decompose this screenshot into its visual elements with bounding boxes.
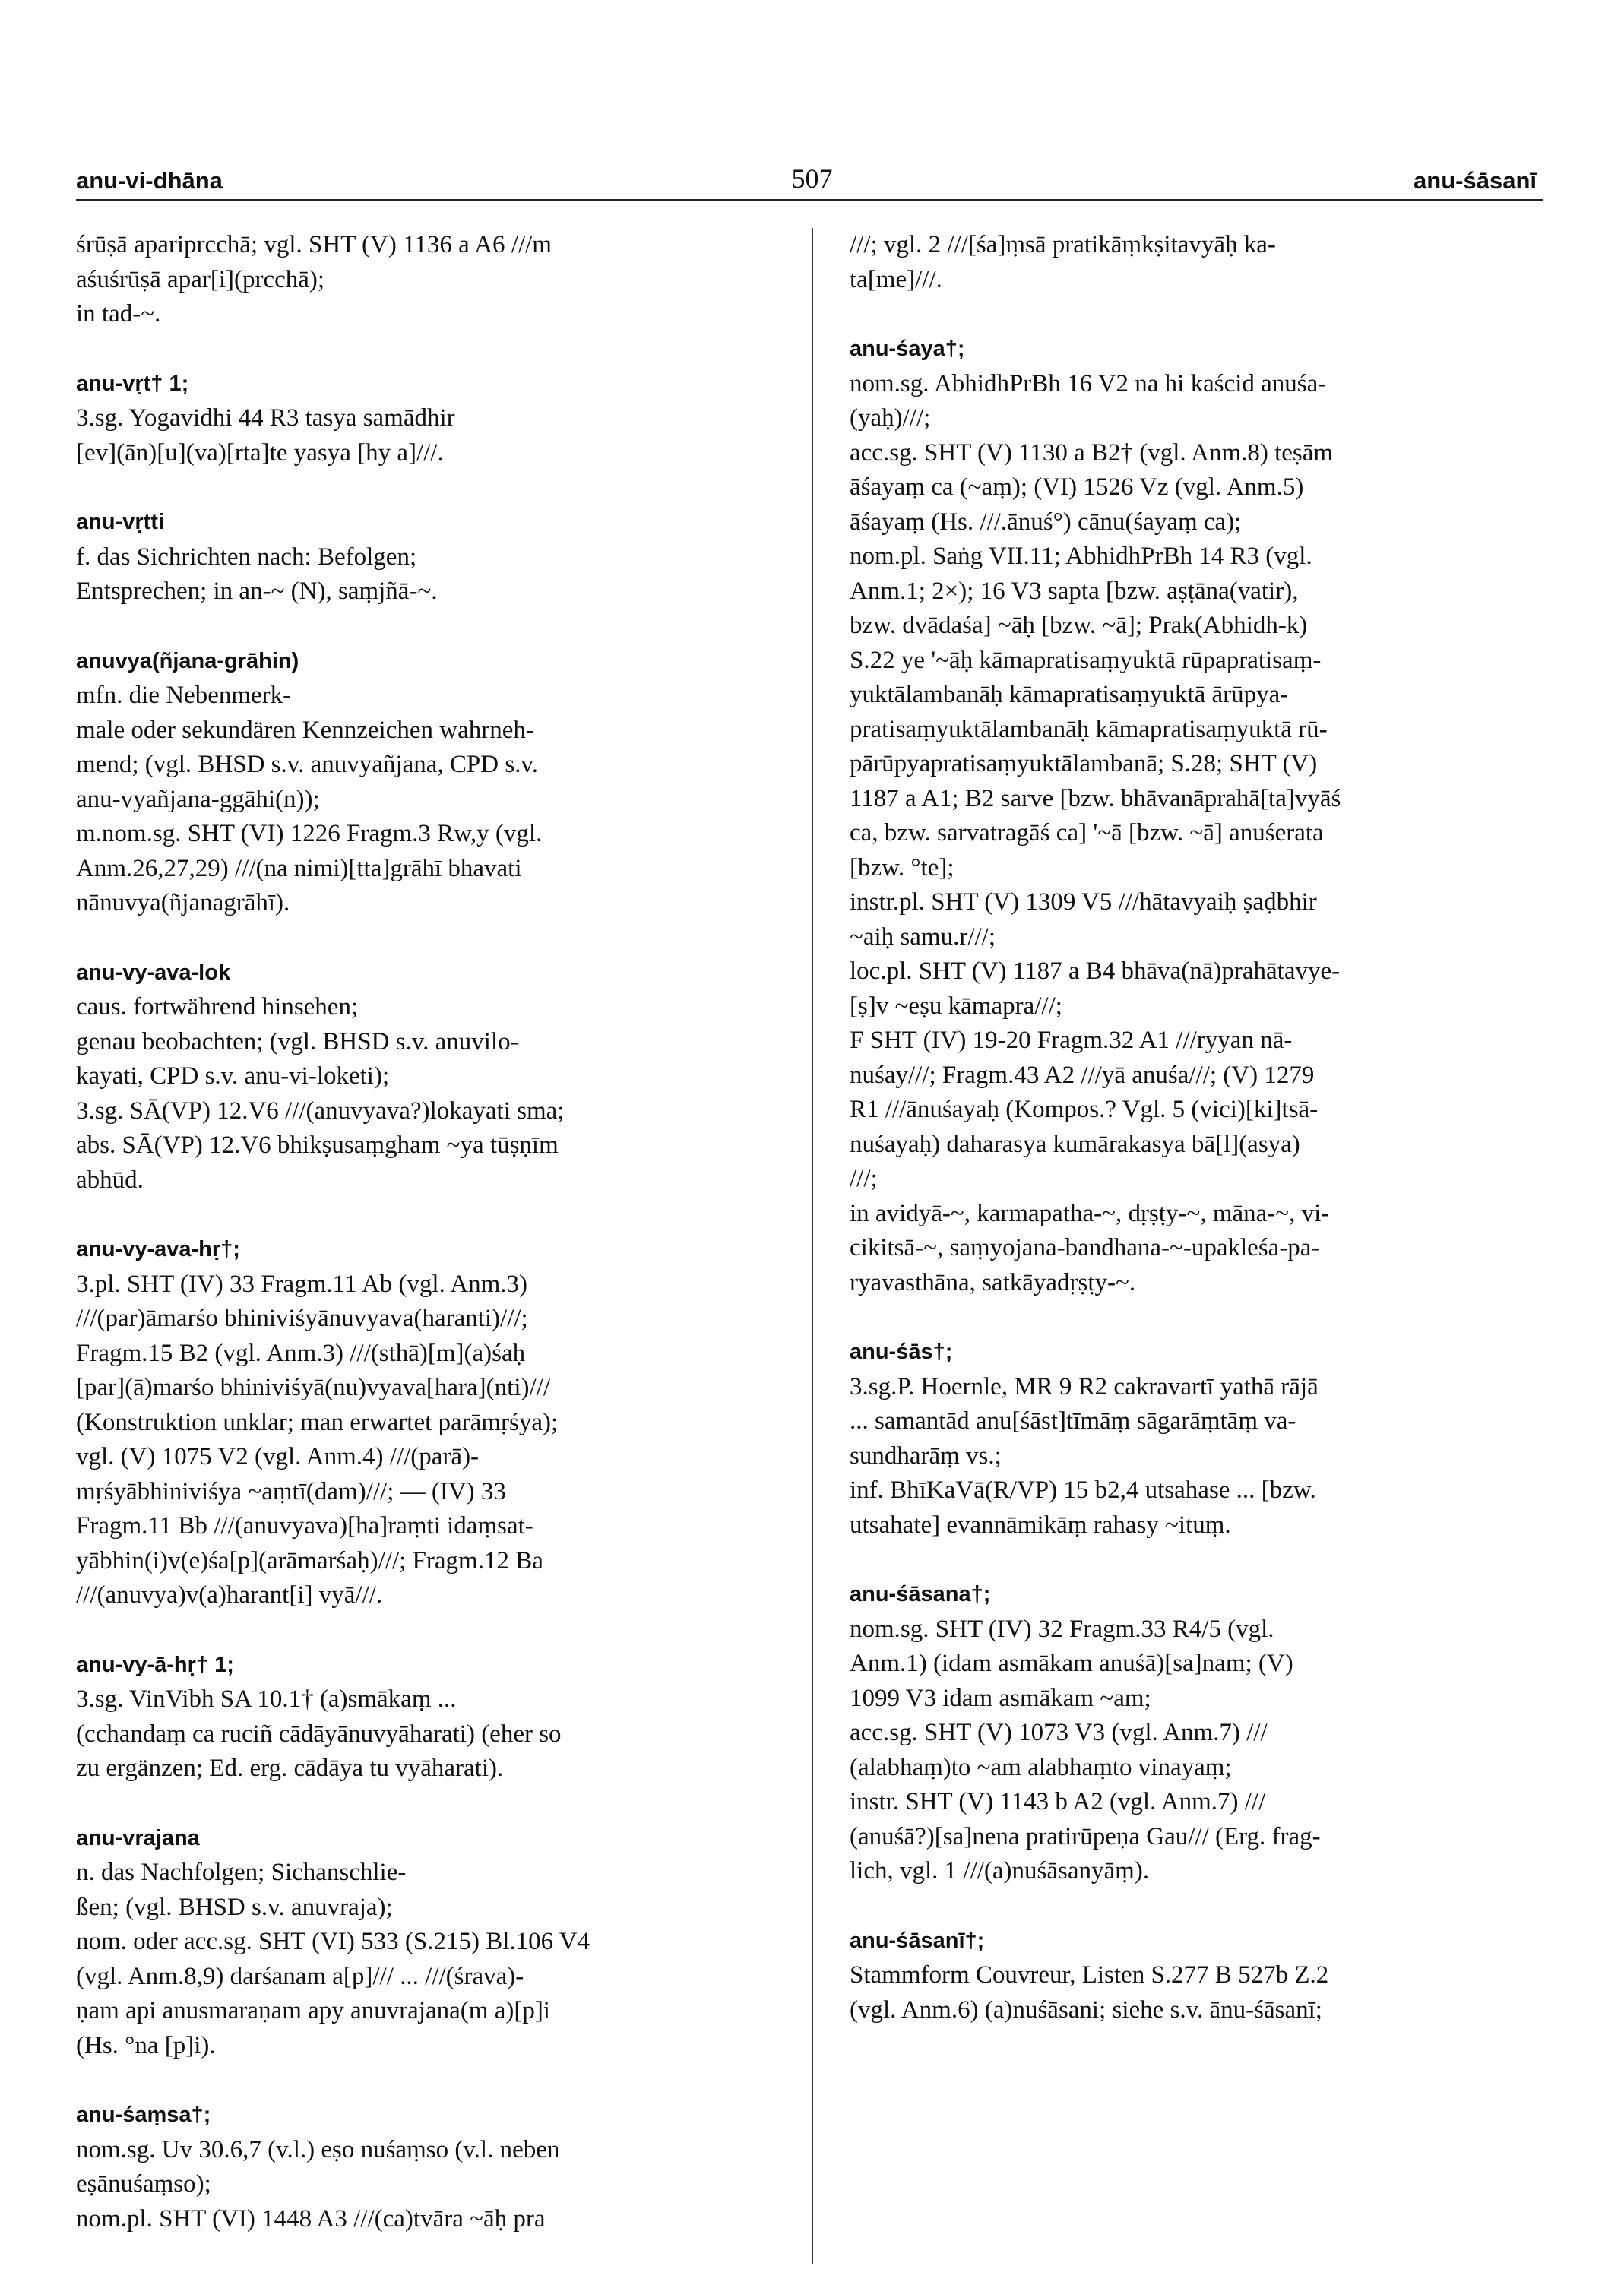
entry-line: vgl. (V) 1075 V2 (vgl. Anm.4) ///(parā)-: [76, 1443, 480, 1470]
entry-line: f. das Sichrichten nach: Befolgen;: [76, 543, 417, 571]
entry-line: nom.sg. SHT (IV) 32 Fragm.33 R4/5 (vgl.: [850, 1615, 1274, 1643]
entry-line: ta[me]///.: [850, 265, 942, 293]
entry-line: 3.sg. SĀ(VP) 12.V6 ///(anuvyava?)lokayati sma;: [76, 1097, 565, 1125]
entry-line: ~aiḥ samu.r///;: [850, 923, 996, 951]
entry-line: male oder sekundären Kennzeichen wahrneh-: [76, 716, 534, 744]
entry-line: ßen; (vgl. BHSD s.v. anuvraja);: [76, 1893, 393, 1921]
entry-line: ryavasthāna, satkāyadṛṣṭy-~.: [850, 1268, 1136, 1296]
entry-line: R1 ///ānuśayaḥ (Kompos.? Vgl. 5 (vici)[ki]tsā-: [850, 1096, 1319, 1123]
entry-line: zu ergänzen; Ed. erg. cādāya tu vyāharati).: [76, 1755, 504, 1782]
entry-headword: anuvya(ñjana-grāhin): [76, 648, 299, 673]
entry-line: ṇam api anusmaraṇam apy anuvrajana(m a)[p]i: [76, 1997, 550, 2024]
entry-line: instr.pl. SHT (V) 1309 V5 ///hātavyaiḥ ṣaḍbhir: [850, 888, 1317, 916]
entry-line: āśayaṃ (Hs. ///.ānuś°) cānu(śayaṃ ca);: [850, 508, 1242, 536]
entry-line: [par](ā)marśo bhiniviśyā(nu)vyava[hara](nti)///: [76, 1374, 550, 1401]
entry-line: nom.pl. SHT (VI) 1448 A3 ///(ca)tvāra ~āḥ pra: [76, 2204, 546, 2233]
dictionary-entry: [76, 1648, 760, 1787]
entry-line: (Konstruktion unklar; man erwartet parāmṛśya);: [76, 1408, 559, 1436]
entry-line: ///;: [850, 1165, 878, 1192]
entry-line: mṛśyābhiniviśya ~aṃtī(dam)///; — (IV) 33: [76, 1477, 506, 1505]
entry-line: anu-vyañjana-ggāhi(n));: [76, 785, 320, 813]
entry-line: (vgl. Anm.6) (a)nuśāsani; siehe s.v. ānu-śāsanī;: [850, 1995, 1322, 2024]
entry-line: śrūṣā apariprcchā; vgl. SHT (V) 1136 a A6 ///m: [76, 231, 552, 258]
entry-line: nuśay///; Fragm.43 A2 ///yā anuśa///; (V) 1279: [850, 1061, 1315, 1089]
left-column: [76, 228, 760, 2271]
entry-headword: anu-śaya†;: [850, 337, 965, 361]
entry-line: utsahate] evannāmikāṃ rahasy ~ituṃ.: [850, 1511, 1231, 1539]
entry-line: caus. fortwährend hinsehen;: [76, 993, 359, 1021]
entry-line: abs. SĀ(VP) 12.V6 bhikṣusaṃgham ~ya tūṣṇīm: [76, 1131, 559, 1159]
entry-line: āśayaṃ ca (~aṃ); (VI) 1526 Vz (vgl. Anm.5): [850, 473, 1304, 501]
entry-line: in tad-~.: [76, 300, 161, 328]
entry-line: Stammform Couvreur, Listen S.277 B 527b Z.2: [850, 1961, 1329, 1989]
entry-line: cikitsā-~, saṃyojana-bandhana-~-upakleśa-pa-: [850, 1234, 1320, 1261]
entry-line: lich, vgl. 1 ///(a)nuśāsanyāṃ).: [850, 1857, 1150, 1885]
entry-line: loc.pl. SHT (V) 1187 a B4 bhāva(nā)prahātavye-: [850, 957, 1341, 985]
entry-line: ... samantād anu[śāst]tīmāṃ sāgarāṃtāṃ va-: [850, 1407, 1296, 1435]
dictionary-entry: [850, 1924, 1541, 2028]
dictionary-entry: [76, 644, 760, 921]
entry-line: nom. oder acc.sg. SHT (VI) 533 (S.215) Bl.106 V4: [76, 1928, 590, 1955]
entry-line: acc.sg. SHT (V) 1130 a B2† (vgl. Anm.8) teṣām: [850, 438, 1334, 467]
entry-line: inf. BhīKaVā(R/VP) 15 b2,4 utsahase ... [bzw.: [850, 1476, 1316, 1504]
dictionary-entry: [850, 228, 1541, 297]
entry-line: [ṣ]v ~eṣu kāmapra///;: [850, 992, 1062, 1020]
entry-line: sundharāṃ vs.;: [850, 1442, 1002, 1470]
entry-line: (yaḥ)///;: [850, 404, 931, 432]
entry-line: Fragm.15 B2 (vgl. Anm.3) ///(sthā)[m](a)śaḥ: [76, 1339, 526, 1367]
entry-line: F SHT (IV) 19-20 Fragm.32 A1 ///ryyan nā-: [850, 1027, 1293, 1054]
entry-line: bzw. dvādaśa] ~āḥ [bzw. ~ā]; Prak(Abhidh-k): [850, 612, 1308, 639]
entry-line: (cchandaṃ ca ruciñ cādāyānuvyāharati) (eher so: [76, 1720, 562, 1748]
dictionary-entry: [850, 332, 1541, 1300]
entry-line: abhūd.: [76, 1166, 144, 1194]
entry-line: ///(par)āmarśo bhiniviśyānuvyava(haranti)///;: [76, 1305, 528, 1332]
entry-line: nom.pl. Saṅg VII.11; AbhidhPrBh 14 R3 (vgl.: [850, 543, 1312, 570]
entry-headword: anu-vṛtti: [76, 510, 164, 534]
entry-headword: anu-śāsanī†;: [850, 1928, 985, 1953]
entry-line: Anm.1; 2×); 16 V3 sapta [bzw. aṣṭāna(vatir),: [850, 577, 1299, 605]
entry-line: Anm.26,27,29) ///(na nimi)[tta]grāhī bhavati: [76, 854, 522, 882]
dictionary-entry: [76, 1821, 760, 2064]
entry-line: nānuvya(ñjanagrāhī).: [76, 889, 290, 916]
entry-line: 1187 a A1; B2 sarve [bzw. bhāvanāprahā[ta]vyāś: [850, 784, 1341, 812]
dictionary-entry: [850, 1578, 1541, 1889]
entry-headword: anu-vy-ava-hṛ†;: [76, 1237, 240, 1261]
entry-line: S.22 ye '~āḥ kāmapratisaṃyuktā rūpapratisaṃ-: [850, 646, 1322, 674]
entry-headword: anu-śāsana†;: [850, 1582, 991, 1606]
running-head-left: anu-vi-dhāna: [76, 167, 223, 194]
entry-line: mend; (vgl. BHSD s.v. anuvyañjana, CPD s.v.: [76, 751, 539, 778]
entry-headword: anu-śās†;: [850, 1340, 953, 1364]
entry-line: nom.sg. AbhidhPrBh 16 V2 na hi kaścid anuśa-: [850, 369, 1327, 397]
entry-line: Anm.1) (idam asmākam anuśā)[sa]nam; (V): [850, 1650, 1293, 1677]
entry-line: (vgl. Anm.8,9) darśanam a[p]/// ... ///(śrava)-: [76, 1962, 524, 1990]
dictionary-entry: [76, 228, 760, 332]
entry-line: [ev](ān)[u](va)[rta]te yasya [hy a]///.: [76, 438, 444, 467]
right-column: [850, 228, 1541, 2062]
entry-line: mfn. die Nebenmerk-: [76, 682, 292, 709]
entry-line: 3.pl. SHT (IV) 33 Fragm.11 Ab (vgl. Anm.3): [76, 1270, 527, 1298]
entry-line: m.nom.sg. SHT (VI) 1226 Fragm.3 Rw,y (vgl.: [76, 820, 543, 847]
entry-line: genau beobachten; (vgl. BHSD s.v. anuvilo-: [76, 1027, 519, 1055]
entry-headword: anu-vṛt† 1;: [76, 371, 189, 396]
running-head-right: anu-śāsanī: [1413, 167, 1537, 194]
entry-line: ca, bzw. sarvatragāś ca] '~ā [bzw. ~ā] anuśerata: [850, 819, 1324, 847]
dictionary-entry: [76, 1233, 760, 1613]
entry-line: yuktālambanāḥ kāmapratisaṃyuktā ārūpya-: [850, 681, 1289, 708]
entry-line: instr. SHT (V) 1143 b A2 (vgl. Anm.7) ///: [850, 1788, 1266, 1815]
dictionary-entry: [76, 505, 760, 609]
column-divider: [812, 228, 813, 2264]
dictionary-entry: [850, 1335, 1541, 1543]
entry-line: Entsprechen; in an-~ (N), saṃjñā-~.: [76, 578, 438, 605]
entry-headword: anu-śaṃsa†;: [76, 2103, 211, 2127]
entry-line: (alabhaṃ)to ~am alabhaṃto vinayaṃ;: [850, 1753, 1232, 1781]
entry-line: n. das Nachfolgen; Sichanschlie-: [76, 1859, 407, 1886]
entry-line: 3.sg.P. Hoernle, MR 9 R2 cakravartī yathā rājā: [850, 1372, 1319, 1400]
entry-line: yābhin(i)v(e)śa[p](arāmarśaḥ)///; Fragm.12 Ba: [76, 1546, 543, 1574]
entry-line: Fragm.11 Bb ///(anuvyava)[ha]raṃti idaṃsat-: [76, 1512, 533, 1540]
entry-headword: anu-vy-ava-lok: [76, 960, 231, 985]
dictionary-entry: [76, 2098, 760, 2236]
entry-line: 3.sg. VinVibh SA 10.1† (a)smākaṃ ...: [76, 1685, 457, 1713]
entry-line: nuśayaḥ) daharasya kumārakasya bā[l](asya): [850, 1130, 1300, 1158]
header-rule: [76, 199, 1543, 201]
entry-line: [bzw. °te];: [850, 853, 954, 881]
entry-line: (Hs. °na [p]i).: [76, 2031, 216, 2059]
entry-line: acc.sg. SHT (V) 1073 V3 (vgl. Anm.7) ///: [850, 1719, 1268, 1746]
dictionary-entry: [76, 956, 760, 1198]
entry-line: ///(anuvya)v(a)harant[i] vyā///.: [76, 1581, 383, 1609]
entry-line: in avidyā-~, karmapatha-~, dṛṣṭy-~, māna-~, vi-: [850, 1199, 1330, 1227]
dictionary-entry: [76, 367, 760, 471]
entry-line: (anuśā?)[sa]nena pratirūpeṇa Gau/// (Erg. frag-: [850, 1822, 1321, 1850]
entry-line: 3.sg. Yogavidhi 44 R3 tasya samādhir: [76, 404, 455, 432]
page-number: 507: [791, 163, 833, 194]
entry-line: eṣānuśaṃso);: [76, 2170, 211, 2198]
entry-line: kayati, CPD s.v. anu-vi-loketi);: [76, 1062, 390, 1090]
entry-line: nom.sg. Uv 30.6,7 (v.l.) eṣo nuśaṃso (v.l. neben: [76, 2135, 560, 2163]
entry-line: pārūpyapratisaṃyuktālambanā; S.28; SHT (V): [850, 750, 1318, 777]
entry-headword: anu-vy-ā-hṛ† 1;: [76, 1652, 234, 1677]
entry-line: ///; vgl. 2 ///[śa]ṃsā pratikāṃkṣitavyāḥ ka-: [850, 231, 1276, 258]
entry-headword: anu-vrajana: [76, 1825, 200, 1850]
entry-line: pratisaṃyuktālambanāḥ kāmapratisaṃyuktā rū-: [850, 715, 1328, 743]
entry-line: 1099 V3 idam asmākam ~am;: [850, 1684, 1151, 1712]
entry-line: aśuśrūṣā apar[i](prcchā);: [76, 265, 325, 293]
